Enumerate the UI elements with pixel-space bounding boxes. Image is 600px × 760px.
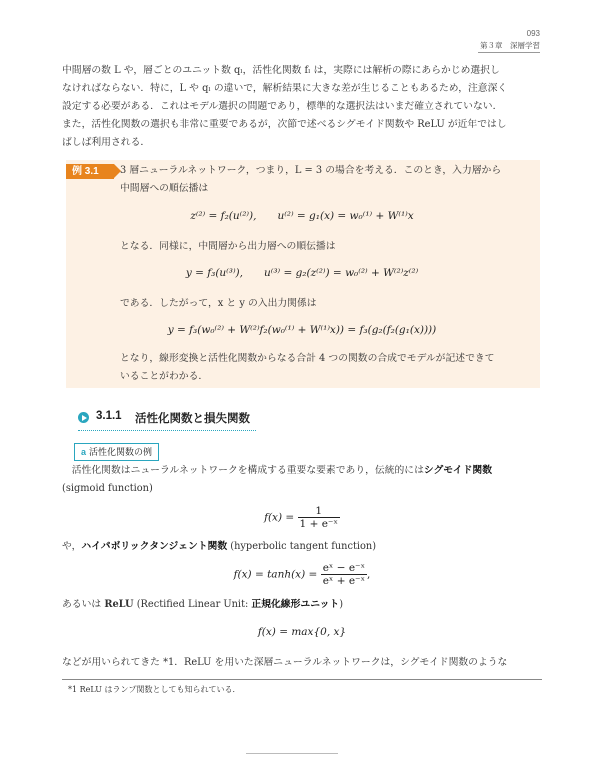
paragraph-sigmoid xyxy=(62,462,542,498)
example-text-4: となり，線形変換と活性化関数からなる合計 4 つの関数の合成でモデルが記述できて いることがわかる． xyxy=(120,353,495,382)
fraction-tanh-denominator: eˣ + e⁻ˣ xyxy=(322,575,366,587)
fraction-sigmoid-numerator: 1 xyxy=(298,505,340,518)
running-header: 第３章 深層学習 xyxy=(480,41,540,50)
paragraph-tanh xyxy=(62,538,542,556)
paragraph-relu-text-b: (Rectified Linear Unit: xyxy=(133,599,252,610)
paragraph-tanh-text: や， xyxy=(62,541,82,552)
equation-tanh-comma: , xyxy=(367,568,371,581)
fraction-sigmoid xyxy=(298,505,340,530)
footnote-rule xyxy=(62,679,542,680)
section-arrow-icon xyxy=(78,412,89,423)
term-sigmoid: シグモイド関数 xyxy=(423,465,492,476)
equation-sigmoid-lhs: f(x) = xyxy=(264,511,295,524)
equation-3: y = f₃(w₀⁽²⁾ + W⁽²⁾f₂(w₀⁽¹⁾ + W⁽¹⁾x)) = f₃(g₂(f₂(g₁(x)))) xyxy=(167,324,437,336)
paragraph-final: などが用いられてきた *1．ReLU を用いた深層ニューラルネットワークは，シグモイド関数のような xyxy=(62,657,508,668)
page-bottom-rule xyxy=(246,753,338,754)
equation-sigmoid xyxy=(62,505,542,530)
footnote: *1 ReLU はランプ関数としても知られている． xyxy=(68,685,241,694)
fraction-tanh-numerator: eˣ − e⁻ˣ xyxy=(322,562,366,574)
paragraph-relu-text-c: ) xyxy=(339,599,344,610)
header-rule xyxy=(478,52,540,53)
example-text-3: である．したがって，x と y の入出力関係は xyxy=(120,298,317,309)
equation-1: z⁽²⁾ = f₂(u⁽²⁾), u⁽²⁾ = g₁(x) = w₀⁽¹⁾ + W⁽¹⁾x xyxy=(190,210,414,222)
paragraph-tanh-en: (hyperbolic tangent function) xyxy=(227,541,377,552)
term-tanh: ハイパボリックタンジェント関数 xyxy=(81,541,228,552)
example-text-2: となる．同様に，中間層から出力層への順伝播は xyxy=(120,241,336,252)
fraction-sigmoid-denominator: 1 + e⁻ˣ xyxy=(299,518,338,530)
subsection-title: 活性化関数の例 xyxy=(89,447,153,457)
section-title: 活性化関数と損失関数 xyxy=(135,413,250,425)
paragraph-relu xyxy=(62,596,542,614)
example-text-1: 3 層ニューラルネットワーク，つまり，L = 3 の場合を考える．このとき，入力層から 中間層への順伝播は xyxy=(120,165,502,194)
fraction-tanh xyxy=(321,562,367,587)
subsection-heading xyxy=(74,443,159,461)
page-number: 093 xyxy=(526,29,540,38)
equation-tanh xyxy=(62,562,542,587)
section-rule xyxy=(78,430,256,431)
term-relu: ReLU xyxy=(104,599,134,610)
equation-2: y = f₃(u⁽³⁾), u⁽³⁾ = g₂(z⁽²⁾) = w₀⁽²⁾ + W⁽²⁾z⁽²⁾ xyxy=(185,267,419,279)
term-relu-jp: 正規化線形ユニット xyxy=(251,599,340,610)
equation-relu: f(x) = max{0, x} xyxy=(257,626,347,638)
paragraph-sigmoid-text: 活性化関数はニューラルネットワークを構成する重要な要素であり，伝統的には xyxy=(62,465,424,476)
subsection-letter: a xyxy=(81,447,87,457)
example-tag: 例 3.1 xyxy=(66,164,114,179)
intro-paragraph: 中間層の数 L や，層ごとのユニット数 qₗ，活性化関数 fₗ は，実際には解析の際にあらかじめ選択し なければならない．特に，L や qₗ の違いで，解析結果に大きな差が生じることもあるため，注意深く 設定する必要がある．これはモデル選択の問題であり，標準的な選択法はいまだ確立されていない． また，活性化関数の選択も非常に重要であるが，次節で述べるシグモイド関数や ReLU が近年ではし ばしば利用される． xyxy=(62,65,508,148)
paragraph-relu-text-a: あるいは xyxy=(62,599,105,610)
paragraph-sigmoid-en: (sigmoid function) xyxy=(62,483,153,494)
section-number: 3.1.1 xyxy=(96,410,122,422)
equation-tanh-lhs: f(x) = tanh(x) = xyxy=(233,568,318,581)
